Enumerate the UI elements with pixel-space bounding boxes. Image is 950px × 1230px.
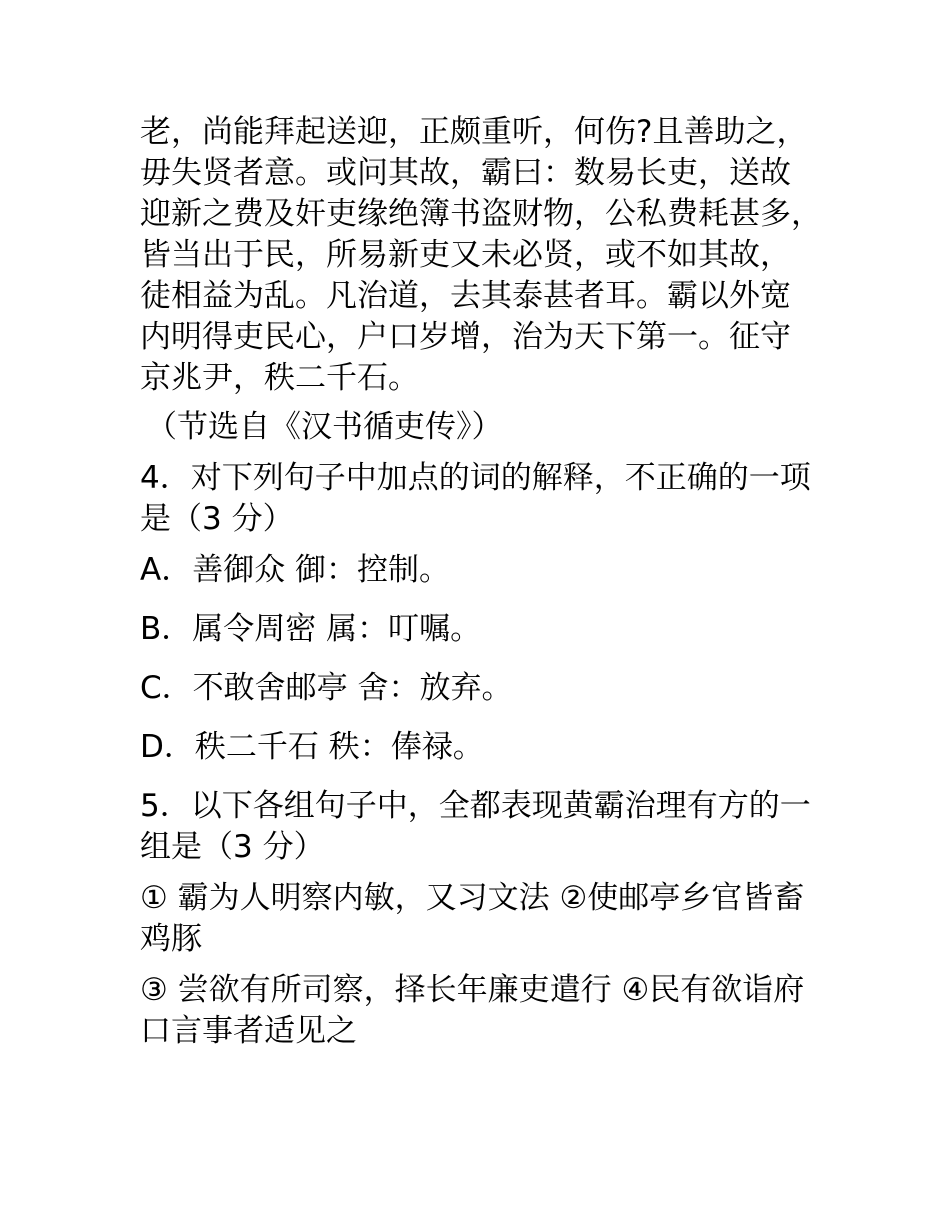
question-5-stem — [140, 786, 820, 868]
question-stem-line: 组是（3 分） — [140, 829, 325, 865]
question-stem-line: 是（3 分） — [140, 501, 294, 537]
question-4-option-d: D．秩二千石 秩：俸禄。 — [140, 729, 484, 765]
item-line: 鸡豚 — [140, 921, 202, 957]
passage-line: 毋失贤者意。或问其故，霸曰：数易长吏，送故 — [140, 155, 791, 191]
item-line: ③ 尝欲有所司察，择长年廉吏遣行 ④民有欲诣府 — [140, 972, 805, 1008]
question-stem-line: 5．以下各组句子中，全都表现黄霸治理有方的一 — [140, 788, 811, 824]
question-5-items-3-4 — [140, 970, 820, 1052]
question-4-stem — [140, 458, 820, 540]
item-line: ① 霸为人明察内敏，又习文法 ②使邮亭乡官皆畜 — [140, 880, 805, 916]
question-4-option-a: A．善御众 御：控制。 — [140, 552, 451, 588]
classical-passage — [140, 112, 820, 399]
question-stem-line: 4．对下列句子中加点的词的解释，不正确的一项 — [140, 460, 811, 496]
passage-line: 内明得吏民心，户口岁增，治为天下第一。征守 — [140, 319, 791, 355]
document-page — [140, 112, 820, 1062]
passage-line: 京兆尹，秩二千石。 — [140, 360, 419, 396]
question-4-option-b: B．属令周密 属：叮嘱。 — [140, 611, 482, 647]
passage-line: 皆当出于民，所易新吏又未必贤，或不如其故， — [140, 237, 791, 273]
passage-line: 迎新之费及奸吏缘绝簿书盗财物，公私费耗甚多， — [140, 196, 822, 232]
question-5-items-1-2 — [140, 878, 820, 960]
question-4-option-c: C．不敢舍邮亭 舍：放弃。 — [140, 670, 513, 706]
item-line: 口言事者适见之 — [140, 1013, 357, 1049]
passage-line: 老，尚能拜起送迎，正颇重听，何伤?且善助之， — [140, 114, 808, 150]
passage-line: 徒相益为乱。凡治道，去其泰甚者耳。霸以外宽 — [140, 278, 791, 314]
passage-source: （节选自《汉书循吏传》） — [146, 409, 503, 445]
